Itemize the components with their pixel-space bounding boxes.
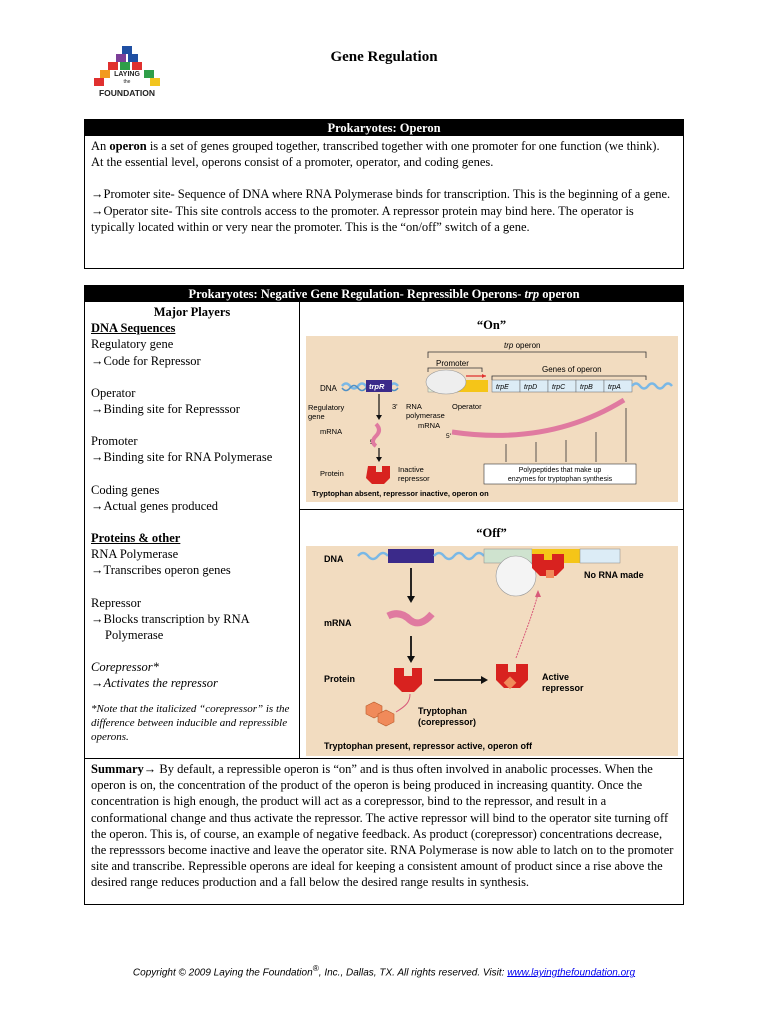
active-repressor-label-2: repressor [542, 683, 584, 693]
trp-operon-label: trp operon [504, 341, 541, 350]
website-link[interactable]: www.layingthefoundation.org [507, 967, 636, 979]
off-caption: Tryptophan present, repressor active, operon off [324, 741, 533, 751]
summary-text: By default, a repressible operon is “on” and is thus often involved in anabolic processes. When the operon is on, the concentration of the product of the operon is being produced in increasing quantity. Once the concentration is high enough, the product will act as a corepressor, bind to the repressor, and result in a conformational change and thus activate the repressor. The active repressor will bind to the operator site turning off the operon. This is, of course, an example of negative feedback. As product (corepressor) concentrations decrease, the represssors become inactive and leave the operator site. RNA Polymerase is now able to latch on to the promoter site and transcribe. Repressible operons are ideal for keeping a consistent amount of product since a rise above the desired range reduces production and a fall below the desired range results in synthesis. [91, 762, 674, 890]
tryptophan-label-1: Tryptophan [418, 706, 467, 716]
operon-off-panel [300, 510, 683, 758]
protein-label-on: Protein [320, 469, 344, 478]
three-prime-label: 3' [392, 402, 398, 411]
operon-section-header: Prokaryotes: Operon [85, 120, 683, 136]
dna-sequences-heading: DNA Sequences [91, 321, 176, 336]
operator-label: Operator [91, 385, 136, 400]
major-players-column [85, 302, 300, 758]
mrna-label-off: mRNA [324, 618, 352, 628]
genes-of-operon-label: Genes of operon [542, 365, 602, 374]
polypeptides-label-1: Polypeptides that make up [518, 467, 602, 474]
operon-mrna-label: mRNA [418, 421, 441, 430]
trp-operon-off-diagram [306, 546, 678, 756]
coding-genes-desc: →Actual genes produced [91, 498, 219, 513]
negative-regulation-section [84, 285, 684, 905]
on-caption: Tryptophan absent, repressor inactive, operon on [312, 489, 489, 498]
off-panel-title: “Off” [476, 526, 507, 540]
major-players-heading: Major Players [153, 305, 231, 319]
operon-five-prime-label: 5' [446, 433, 451, 440]
logo-line3: FOUNDATION [98, 88, 156, 98]
regulation-section-header: Prokaryotes: Negative Gene Regulation- Repressible Operons- trp operon [85, 286, 683, 302]
dna-label-on: DNA [320, 384, 337, 393]
dna-label-off: DNA [324, 554, 344, 564]
promoter-site-text: →Promoter site- Sequence of DNA where RNA Polymerase binds for transcription. This is the beginning of a gene. [91, 187, 671, 202]
regulatory-gene-desc: →Code for Repressor [91, 353, 201, 368]
operator-site-text: →Operator site- This site controls access to the promoter. A repressor protein may bind here. The operator is typically located within or very near the promoter. This is the “on/off” switch of a gene. [91, 203, 634, 234]
regulatory-gene-diagram-label-1: Regulatory [308, 403, 345, 412]
regulatory-gene-label: Regulatory gene [91, 337, 174, 352]
tryptophan-label-2: (corepressor) [418, 717, 477, 727]
operon-definition: An operon is a set of genes grouped together, transcribed together with one promoter for one function (we think). [91, 139, 660, 153]
summary-paragraph [85, 758, 683, 893]
active-repressor-label-1: Active [542, 672, 570, 682]
inactive-repressor-label-2: repressor [398, 474, 430, 483]
rna-polymerase-label: RNA Polymerase [91, 547, 179, 562]
operator-desc: →Binding site for Represssor [91, 402, 240, 417]
five-prime-label: 5' [370, 439, 375, 446]
trpD-gene-label: trpD [524, 384, 538, 391]
operator-diagram-label: Operator [452, 402, 482, 411]
repressor-label: Repressor [91, 595, 141, 610]
regulatory-gene-diagram-label-2: gene [308, 412, 325, 421]
corepressor-desc: →Activates the repressor [91, 676, 218, 691]
summary-label: Summary→ [91, 762, 157, 776]
promoter-label: Promoter [91, 434, 138, 449]
trp-operon-on-diagram [306, 336, 678, 502]
rna-polymerase-diagram-label-2: polymerase [406, 411, 445, 420]
trpE-gene-label: trpE [496, 384, 509, 391]
proteins-other-heading: Proteins & other [91, 531, 181, 546]
on-panel-title: “On” [476, 318, 507, 332]
logo-line1: LAYING [114, 71, 140, 78]
protein-label-off: Protein [324, 674, 356, 684]
inactive-repressor-label-1: Inactive [398, 465, 424, 474]
mrna-label-on: mRNA [320, 427, 343, 436]
trpC-gene-label: trpC [552, 384, 566, 391]
trpB-gene-label: trpB [580, 384, 593, 391]
rna-polymerase-desc: →Transcribes operon genes [91, 563, 231, 578]
promoter-desc: →Binding site for RNA Polymerase [91, 450, 273, 465]
copyright-footer: Copyright © 2009 Laying the Foundation®, Inc., Dallas, TX. All rights reserved. Visit: www.layingthefoundation.org [132, 963, 636, 979]
operon-section [84, 119, 684, 269]
no-rna-made-label: No RNA made [584, 570, 644, 580]
rna-polymerase-diagram-label-1: RNA [406, 402, 422, 411]
operon-components: At the essential level, operons consist of a promoter, operator, and coding genes. [91, 155, 494, 170]
trpA-gene-label: trpA [608, 384, 621, 391]
promoter-diagram-label: Promoter [436, 359, 469, 368]
operon-on-panel [300, 302, 683, 510]
corepressor-label: Corepressor* [91, 660, 159, 675]
logo-line2: the [123, 79, 131, 85]
trpR-gene-label: trpR [369, 382, 385, 391]
coding-genes-label: Coding genes [91, 482, 160, 497]
polypeptides-label-2: enzymes for tryptophan synthesis [507, 476, 613, 483]
corepressor-note: *Note that the italicized “corepressor” is the difference between inducible and repressible operons. [91, 702, 290, 743]
repressor-desc: →Blocks transcription by RNA Polymerase [91, 611, 249, 643]
page-title: Gene Regulation [330, 49, 438, 65]
